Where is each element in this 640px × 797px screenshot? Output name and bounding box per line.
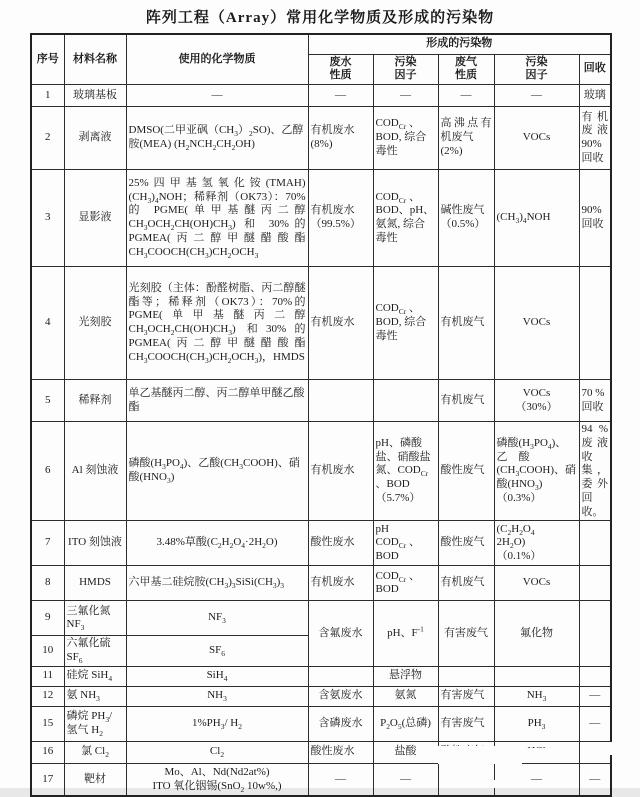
cell-wastewater bbox=[308, 380, 373, 422]
table-row bbox=[31, 170, 611, 267]
cell-no: 16 bbox=[31, 741, 64, 763]
cell-chemicals: $SF_6$ bbox=[126, 636, 308, 667]
cell-recycle bbox=[579, 601, 611, 667]
cell-material: 硅烷 SiH$_4$ bbox=[64, 666, 126, 686]
cell-no: 11 bbox=[31, 666, 64, 686]
cell-gas-factor: VOCs bbox=[494, 107, 579, 170]
cell-wastewater bbox=[308, 666, 373, 686]
cell-gas-factor bbox=[494, 666, 579, 686]
header-chemicals: 使用的化学物质 bbox=[126, 34, 308, 85]
table-row bbox=[31, 666, 611, 686]
cell-wastewater: 有机废水 bbox=[308, 566, 373, 601]
cell-material: 氨 $NH_3$ bbox=[64, 686, 126, 706]
header-row-1 bbox=[31, 34, 611, 54]
cell-no: 15 bbox=[31, 706, 64, 741]
cell-gas: 高沸点有机废气 (2%) bbox=[438, 107, 494, 170]
cell-gas-factor: VOCs （30%） bbox=[494, 380, 579, 422]
cell-chemicals: 光刻胶（主体：酚醛树脂、丙二醇醚酯等；稀释剂（OK73）：70%的 PGME(单甲基醚丙二醇$CH_3OCH_2CH(OH)CH_3$) 和30%的 PGMEA(丙二醇甲醚醋酸酯$CH_3COOCH(CH_3)CH_2OCH_3$)，HMDS bbox=[126, 267, 308, 380]
cell-water-factor: 盐酸 bbox=[373, 741, 438, 763]
cell-chemicals: 六甲基二硅烷胺$(CH_3)_3SiSi(CH_3)_3$ bbox=[126, 566, 308, 601]
cell-wastewater: 酸性废水 bbox=[308, 521, 373, 566]
cell-wastewater: 含氟废水 bbox=[308, 601, 373, 667]
cell-water-factor: $COD_{Cr}$ 、BOD bbox=[373, 566, 438, 601]
cell-gas-factor: ($C_2H_2O_4$ $2H_2O$) （0.1%） bbox=[494, 521, 579, 566]
cell-water-factor: — bbox=[373, 763, 438, 796]
cell-gas: 有机废气 bbox=[438, 566, 494, 601]
cell-water-factor: — bbox=[373, 85, 438, 107]
cell-water-factor: 氨氮 bbox=[373, 686, 438, 706]
cell-water-factor bbox=[373, 380, 438, 422]
cell-no: 8 bbox=[31, 566, 64, 601]
cell-recycle: — bbox=[579, 706, 611, 741]
table-row bbox=[31, 601, 611, 636]
cell-chemicals: $NF_3$ bbox=[126, 601, 308, 636]
cell-recycle bbox=[579, 267, 611, 380]
cell-no: 5 bbox=[31, 380, 64, 422]
cell-gas-factor: VOCs bbox=[494, 566, 579, 601]
table-row bbox=[31, 566, 611, 601]
header-pollutants-group: 形成的污染物 bbox=[308, 34, 611, 54]
cell-gas-factor: $(CH_3)_4NOH$ bbox=[494, 170, 579, 267]
cell-water-factor: pH $COD_{Cr}$ 、BOD bbox=[373, 521, 438, 566]
cell-recycle: 玻璃 bbox=[579, 85, 611, 107]
cell-water-factor: $COD_{Cr}$ 、BOD, 综合毒性 bbox=[373, 107, 438, 170]
array-chemicals-pollutants-table bbox=[30, 33, 612, 797]
cell-chemicals: 3.48%草酸$(C_2H_2O_4\cdot 2H_2O)$ bbox=[126, 521, 308, 566]
cell-water-factor: $COD_{Cr}$ 、BOD, 综合毒性 bbox=[373, 267, 438, 380]
cell-wastewater: 有机废水 bbox=[308, 422, 373, 521]
header-recycle: 回收 bbox=[579, 54, 611, 85]
table-row bbox=[31, 686, 611, 706]
header-water-factor: 污染 因子 bbox=[373, 54, 438, 85]
cell-material: 氯 $Cl_2$ bbox=[64, 741, 126, 763]
table-row bbox=[31, 422, 611, 521]
cell-water-factor: $COD_{Cr}$ 、BOD、pH、氨氮, 综合毒性 bbox=[373, 170, 438, 267]
cell-wastewater: 含磷废水 bbox=[308, 706, 373, 741]
cell-gas: 有机废气 bbox=[438, 380, 494, 422]
cell-recycle: — bbox=[579, 763, 611, 796]
cell-gas: 酸性废气 bbox=[438, 422, 494, 521]
cell-wastewater: 有机废水 (8%) bbox=[308, 107, 373, 170]
cell-no: 6 bbox=[31, 422, 64, 521]
cell-wastewater: — bbox=[308, 85, 373, 107]
header-seq: 序号 bbox=[31, 34, 64, 85]
cell-chemicals: $NH_3$ bbox=[126, 686, 308, 706]
cell-chemicals: 25%四甲基氢氧化铵$(TMAH)(CH_3)_4NOH$；稀释剂（OK73）：70%的 PGME(单甲基醚丙二醇$CH_3OCH_2CH(OH)CH_3$) 和 30%的 PGMEA(丙二醇甲醚醋酸酯 $CH_3COOCH(CH_3)CH_2OCH_3$ bbox=[126, 170, 308, 267]
table-row bbox=[31, 380, 611, 422]
cell-no: 3 bbox=[31, 170, 64, 267]
cell-chemicals: 单乙基醚丙二醇、丙二醇单甲醚乙酸酯 bbox=[126, 380, 308, 422]
cell-gas-factor: $PH_3$ bbox=[494, 706, 579, 741]
header-wastewater: 废水 性质 bbox=[308, 54, 373, 85]
cell-water-factor: $P_2O_5$(总磷) bbox=[373, 706, 438, 741]
cell-wastewater: 酸性废水 bbox=[308, 741, 373, 763]
cell-gas: — bbox=[438, 85, 494, 107]
header-material: 材料名称 bbox=[64, 34, 126, 85]
cell-recycle: 70 %回收 bbox=[579, 380, 611, 422]
table-row bbox=[31, 267, 611, 380]
cell-water-factor: pH、$F^{-1}$ bbox=[373, 601, 438, 667]
cell-gas-factor: VOCs bbox=[494, 267, 579, 380]
cell-no: 9 bbox=[31, 601, 64, 636]
cell-chemicals: Mo、Al、Nd(Nd2at%) ITO 氧化铟锡(SnO$_2$ 10w%,) bbox=[126, 763, 308, 796]
cell-no: 4 bbox=[31, 267, 64, 380]
cell-chemicals: DMSO(二甲亚砜$(CH_3)_2SO$)、乙醇胺(MEA) $(H_2NCH_2CH_2OH)$ bbox=[126, 107, 308, 170]
cell-gas bbox=[438, 666, 494, 686]
cell-chemicals: $Cl_2$ bbox=[126, 741, 308, 763]
cell-no: 12 bbox=[31, 686, 64, 706]
page-title: 阵列工程（Array）常用化学物质及形成的污染物 bbox=[145, 10, 495, 26]
cell-material: 靶材 bbox=[64, 763, 126, 796]
cell-material: Al 刻蚀液 bbox=[64, 422, 126, 521]
cell-no: 7 bbox=[31, 521, 64, 566]
cell-chemicals: — bbox=[126, 85, 308, 107]
cell-gas: 有害废气 bbox=[438, 601, 494, 667]
cell-water-factor: pH、磷酸盐、硝酸盐氮、$COD_{Cr}$ 、BOD （5.7%） bbox=[373, 422, 438, 521]
cell-recycle: 94 %废液收集，委外回收。 bbox=[579, 422, 611, 521]
cell-material: 稀释剂 bbox=[64, 380, 126, 422]
cell-material: HMDS bbox=[64, 566, 126, 601]
cell-no: 2 bbox=[31, 107, 64, 170]
cell-material: 显影液 bbox=[64, 170, 126, 267]
cell-wastewater: 有机废水 bbox=[308, 267, 373, 380]
whiteout-mark bbox=[586, 742, 636, 755]
whiteout-mark bbox=[470, 780, 512, 788]
cell-no: 10 bbox=[31, 636, 64, 667]
cell-material: 玻璃基板 bbox=[64, 85, 126, 107]
cell-wastewater: — bbox=[308, 763, 373, 796]
cell-material: 剥离液 bbox=[64, 107, 126, 170]
cell-chemicals: $1\%PH_3/$ $H_2$ bbox=[126, 706, 308, 741]
cell-gas: 有害废气 bbox=[438, 706, 494, 741]
cell-no: 17 bbox=[31, 763, 64, 796]
cell-material: 光刻胶 bbox=[64, 267, 126, 380]
table-row bbox=[31, 521, 611, 566]
table-row bbox=[31, 85, 611, 107]
cell-water-factor: 悬浮物 bbox=[373, 666, 438, 686]
cell-gas: 有机废气 bbox=[438, 267, 494, 380]
cell-gas: 酸性废气 bbox=[438, 521, 494, 566]
cell-wastewater: 含氨废水 bbox=[308, 686, 373, 706]
cell-gas-factor: — bbox=[494, 85, 579, 107]
cell-gas-factor: 氟化物 bbox=[494, 601, 579, 667]
cell-chemicals: 磷酸$(H_3PO_4)$、乙酸$(CH_3COOH)$、硝酸$(HNO_3)$ bbox=[126, 422, 308, 521]
cell-gas-factor: — bbox=[494, 763, 579, 796]
cell-recycle bbox=[579, 666, 611, 686]
cell-material: 磷烷 $PH_3/$ 氢气 $H_2$ bbox=[64, 706, 126, 741]
header-gas-factor: 污染 因子 bbox=[494, 54, 579, 85]
table-row bbox=[31, 107, 611, 170]
header-gas: 废气 性质 bbox=[438, 54, 494, 85]
cell-recycle: — bbox=[579, 686, 611, 706]
cell-no: 1 bbox=[31, 85, 64, 107]
cell-recycle: 有机废液90%回收 bbox=[579, 107, 611, 170]
cell-gas-factor: $NH_3$ bbox=[494, 686, 579, 706]
cell-gas-factor: 磷酸$(H_3PO_4)$、乙 酸$(CH_3COOH)$、硝酸$(HNO_3)$ （0.3%） bbox=[494, 422, 579, 521]
whiteout-mark bbox=[438, 746, 522, 764]
cell-recycle: 90% 回收 bbox=[579, 170, 611, 267]
cell-wastewater: 有机废水 （99.5%） bbox=[308, 170, 373, 267]
table-row bbox=[31, 763, 611, 796]
cell-material: 六氟化硫 $SF_6$ bbox=[64, 636, 126, 667]
cell-material: ITO 刻蚀液 bbox=[64, 521, 126, 566]
cell-recycle bbox=[579, 566, 611, 601]
cell-gas: 碱性废气 （0.5%） bbox=[438, 170, 494, 267]
cell-gas: 有害废气 bbox=[438, 686, 494, 706]
cell-chemicals: SiH$_4$ bbox=[126, 666, 308, 686]
whiteout-mark bbox=[524, 748, 574, 756]
table-row bbox=[31, 706, 611, 741]
cell-material: 三氟化氮 $NF_3$ bbox=[64, 601, 126, 636]
cell-recycle bbox=[579, 521, 611, 566]
